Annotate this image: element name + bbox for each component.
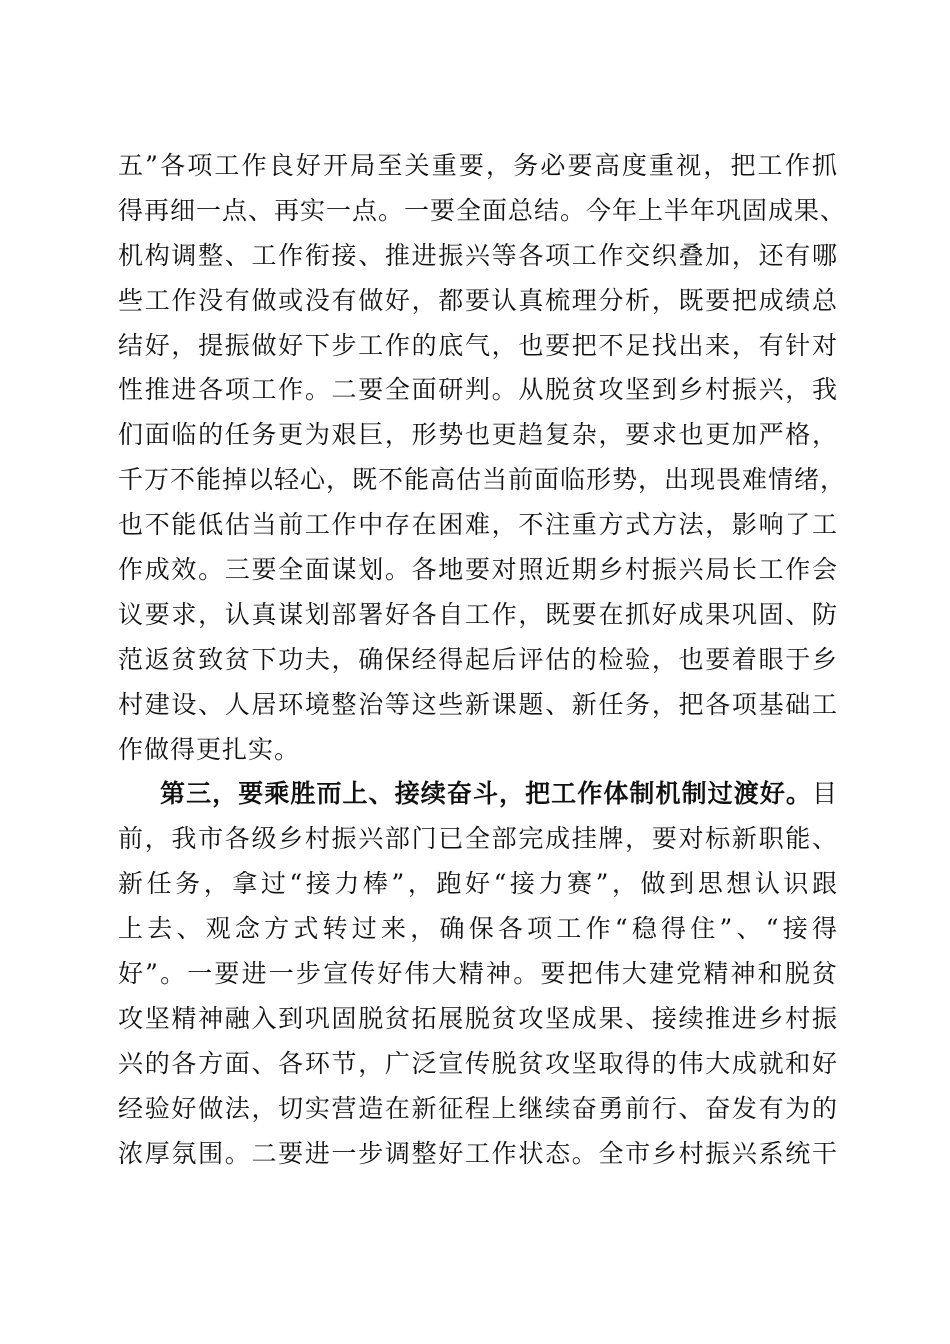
text-line: 新任务，拿过“接力棒”，跑好“接力赛”，做到思想认识跟	[118, 869, 838, 899]
text-line: 上去、观念方式转过来，确保各项工作“稳得住”、“接得	[118, 914, 838, 944]
first-line-rest: 目	[811, 779, 838, 809]
text-line: 们面临的任务更为艰巨，形势也更趋复杂，要求也更加严格，	[118, 420, 838, 450]
text-line: 浓厚氛围。二要进一步调整好工作状态。全市乡村振兴系统干	[118, 1138, 838, 1168]
text-line: 性推进各项工作。二要全面研判。从脱贫攻坚到乡村振兴，我	[118, 375, 838, 405]
text-line: 千万不能掉以轻心，既不能高估当前面临形势，出现畏难情绪，	[118, 465, 847, 495]
text-line: 议要求，认真谋划部署好各自工作，既要在抓好成果巩固、防	[118, 599, 838, 629]
text-line: 前，我市各级乡村振兴部门已全部完成挂牌，要对标新职能、	[118, 824, 838, 854]
text-line: 好”。一要进一步宣传好伟大精神。要把伟大建党精神和脱贫	[118, 959, 838, 989]
text-line: 些工作没有做或没有做好，都要认真梳理分析，既要把成绩总	[118, 285, 838, 315]
text-line: 作成效。三要全面谋划。各地要对照近期乡村振兴局长工作会	[118, 555, 838, 585]
paragraph-2	[118, 772, 838, 1176]
paragraph-2-first-line	[118, 772, 838, 817]
text-line: 机构调整、工作衔接、推进振兴等各项工作交织叠加，还有哪	[118, 240, 838, 270]
text-line: 得再细一点、再实一点。一要全面总结。今年上半年巩固成果、	[118, 195, 847, 225]
text-line: 也不能低估当前工作中存在困难，不注重方式方法，影响了工	[118, 510, 838, 540]
text-line: 经验好做法，切实营造在新征程上继续奋勇前行、奋发有为的	[118, 1093, 838, 1123]
text-line: 范返贫致贫下功夫，确保经得起后评估的检验，也要着眼于乡	[118, 644, 838, 674]
paragraph-1	[118, 144, 847, 772]
text-line: 五”各项工作良好开局至关重要，务必要高度重视，把工作抓	[118, 151, 838, 180]
text-line: 村建设、人居环境整治等这些新课题、新任务，把各项基础工	[118, 689, 838, 719]
text-line: 作做得更扎实。	[118, 734, 301, 764]
text-line: 攻坚精神融入到巩固脱贫拓展脱贫攻坚成果、接续推进乡村振	[118, 1003, 838, 1033]
section-heading: 第三，要乘胜而上、接续奋斗，把工作体制机制过渡好。	[160, 779, 812, 809]
text-line: 兴的各方面、各环节，广泛宣传脱贫攻坚取得的伟大成就和好	[118, 1048, 838, 1078]
text-line: 结好，提振做好下步工作的底气，也要把不足找出来，有针对	[118, 330, 838, 360]
body-text	[118, 144, 847, 1176]
